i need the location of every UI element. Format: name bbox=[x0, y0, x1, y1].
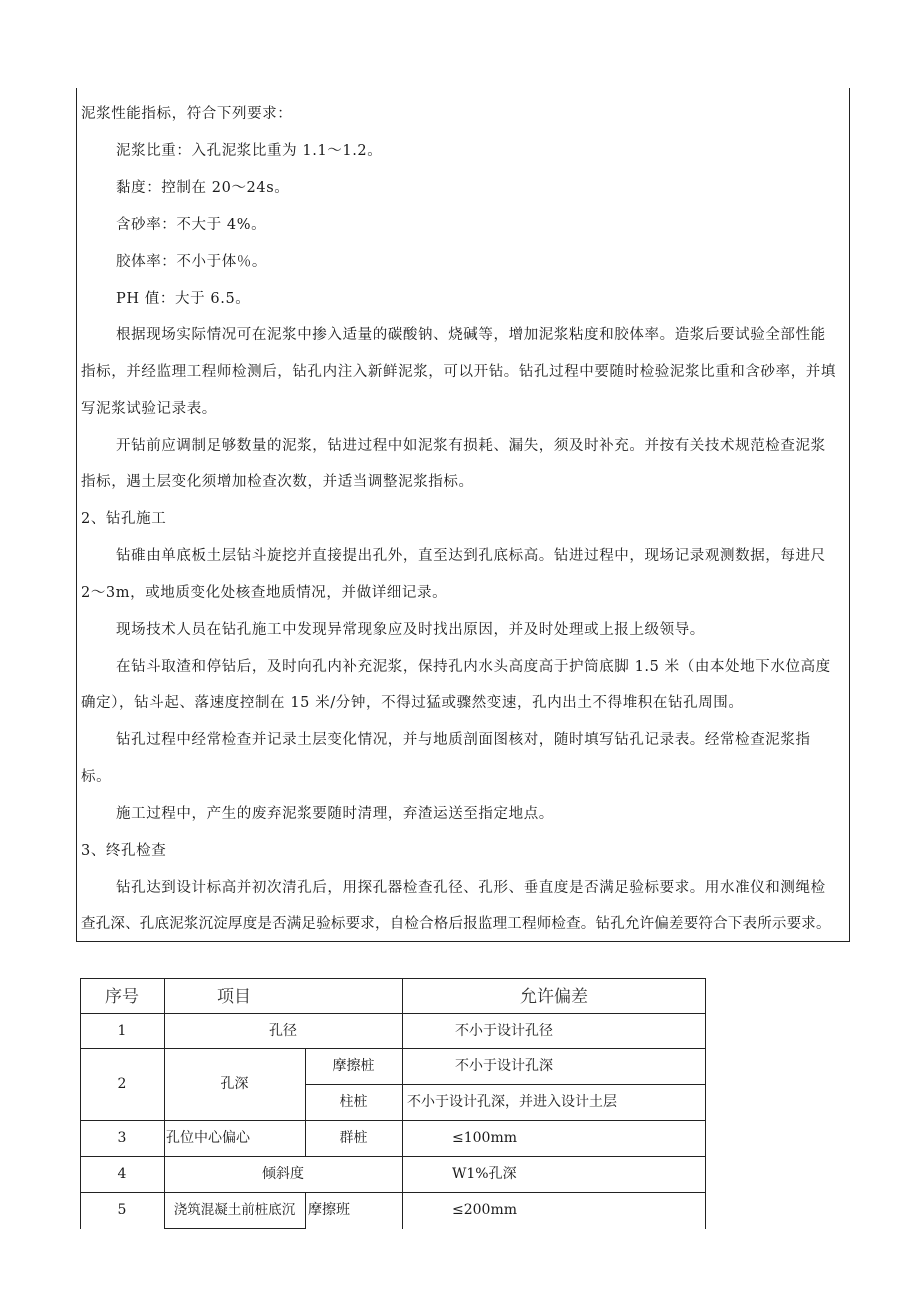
row-no: 1 bbox=[117, 1023, 127, 1039]
table-rule bbox=[80, 1156, 706, 1157]
paragraph: 标。 bbox=[81, 769, 112, 785]
header-no: 序号 bbox=[105, 987, 139, 1007]
paragraph: 施工过程中，产生的废弃泥浆要随时清理，弃渣运送至指定地点。 bbox=[116, 806, 554, 822]
table-rule bbox=[80, 978, 706, 979]
paragraph: 2～3m，或地质变化处核查地质情况，并做详细记录。 bbox=[81, 585, 448, 601]
header-tolerance: 允许偏差 bbox=[520, 987, 588, 1007]
paragraph: 钻碓由单底板土层钻斗旋挖并直接提出孔外，直至达到孔底标高。钻进过程中，现场记录观测数据，每进尺 bbox=[116, 548, 826, 564]
paragraph: 黏度：控制在 20～24s。 bbox=[116, 180, 290, 196]
paragraph: 开钻前应调制足够数量的泥浆，钻进过程中如泥浆有损耗、漏失，须及时补充。并按有关技术规范检查泥浆 bbox=[116, 438, 826, 454]
row-item: 孔径 bbox=[269, 1023, 297, 1039]
paragraph: 查孔深、孔底泥浆沉淀厚度是否满足验标要求，自检合格后报监理工程师检查。钻孔允许偏差要符合下表所示要求。 bbox=[81, 916, 831, 932]
row-item: 倾斜度 bbox=[262, 1166, 304, 1182]
paragraph: PH 值：大于 6.5。 bbox=[116, 291, 251, 307]
paragraph: 泥浆性能指标，符合下列要求： bbox=[81, 106, 293, 122]
table-rule bbox=[80, 1192, 706, 1193]
row-no: 4 bbox=[117, 1166, 127, 1182]
paragraph: 胶体率：不小于体％。 bbox=[116, 254, 267, 270]
row-tolerance: 不小于设计孔深 bbox=[455, 1058, 553, 1074]
section-heading: 3、终孔检查 bbox=[81, 843, 167, 859]
paragraph: 泥浆比重：入孔泥浆比重为 1.1～1.2。 bbox=[116, 143, 383, 159]
table-rule bbox=[164, 978, 165, 1229]
row-subitem: 摩擦桩 bbox=[332, 1058, 375, 1074]
row-tolerance: ≤200mm bbox=[452, 1202, 518, 1218]
paragraph: 在钻斗取渣和停钻后，及时向孔内补充泥浆，保持孔内水头高度高于护筒底脚 1.5 米（由本处地下水位高度 bbox=[116, 659, 831, 675]
row-item: 孔深 bbox=[220, 1076, 249, 1092]
row-item: 浇筑混凝土前桩底沉 bbox=[173, 1202, 296, 1218]
header-item: 项目 bbox=[217, 987, 251, 1007]
table-rule bbox=[80, 1013, 706, 1014]
paragraph: 钻孔达到设计标高并初次清孔后，用探孔器检查孔径、孔形、垂直度是否满足验标要求。用水准仪和测绳检 bbox=[116, 880, 826, 896]
paragraph: 指标，并经监理工程师检测后，钻孔内注入新鲜泥浆，可以开钻。钻孔过程中要随时检验泥浆比重和含砂率，并填 bbox=[81, 364, 836, 380]
paragraph: 指标，遇土层变化须增加检查次数，并适当调整泥浆指标。 bbox=[81, 474, 474, 490]
paragraph: 含砂率：不大于 4%。 bbox=[116, 217, 267, 233]
paragraph: 写泥浆试验记录表。 bbox=[81, 401, 217, 417]
tolerance-table bbox=[80, 978, 706, 1228]
row-no: 2 bbox=[117, 1076, 127, 1092]
row-tolerance: 不小于设计孔深，并进入设计土层 bbox=[407, 1094, 617, 1110]
row-subitem: 柱桩 bbox=[339, 1094, 368, 1110]
row-no: 5 bbox=[117, 1202, 127, 1218]
row-tolerance: 不小于设计孔径 bbox=[455, 1023, 553, 1039]
table-rule bbox=[80, 1120, 706, 1121]
paragraph: 现场技术人员在钻孔施工中发现异常现象应及时找出原因，并及时处理或上报上级领导。 bbox=[116, 622, 705, 638]
row-tolerance: ≤100mm bbox=[452, 1130, 518, 1146]
paragraph: 确定），钻斗起、落速度控制在 15 米/分钟，不得过猛或骤然变速，孔内出土不得堆积在钻孔周围。 bbox=[81, 695, 744, 711]
table-rule bbox=[80, 978, 81, 1229]
table-rule bbox=[165, 1228, 305, 1229]
row-subitem: 群桩 bbox=[339, 1130, 368, 1146]
row-tolerance: W1%孔深 bbox=[452, 1166, 517, 1182]
table-rule bbox=[80, 1048, 706, 1049]
row-item: 孔位中心偏心 bbox=[166, 1130, 250, 1146]
section-heading: 2、钻孔施工 bbox=[81, 511, 167, 527]
row-subitem: 摩擦班 bbox=[308, 1202, 350, 1218]
paragraph: 钻孔过程中经常检查并记录土层变化情况，并与地质剖面图核对，随时填写钻孔记录表。经常检查泥浆指 bbox=[116, 732, 811, 748]
row-no: 3 bbox=[117, 1130, 127, 1146]
table-rule bbox=[305, 1084, 706, 1085]
paragraph: 根据现场实际情况可在泥浆中掺入适量的碳酸钠、烧碱等，增加泥浆粘度和胶体率。造浆后要试验全部性能 bbox=[116, 327, 826, 343]
